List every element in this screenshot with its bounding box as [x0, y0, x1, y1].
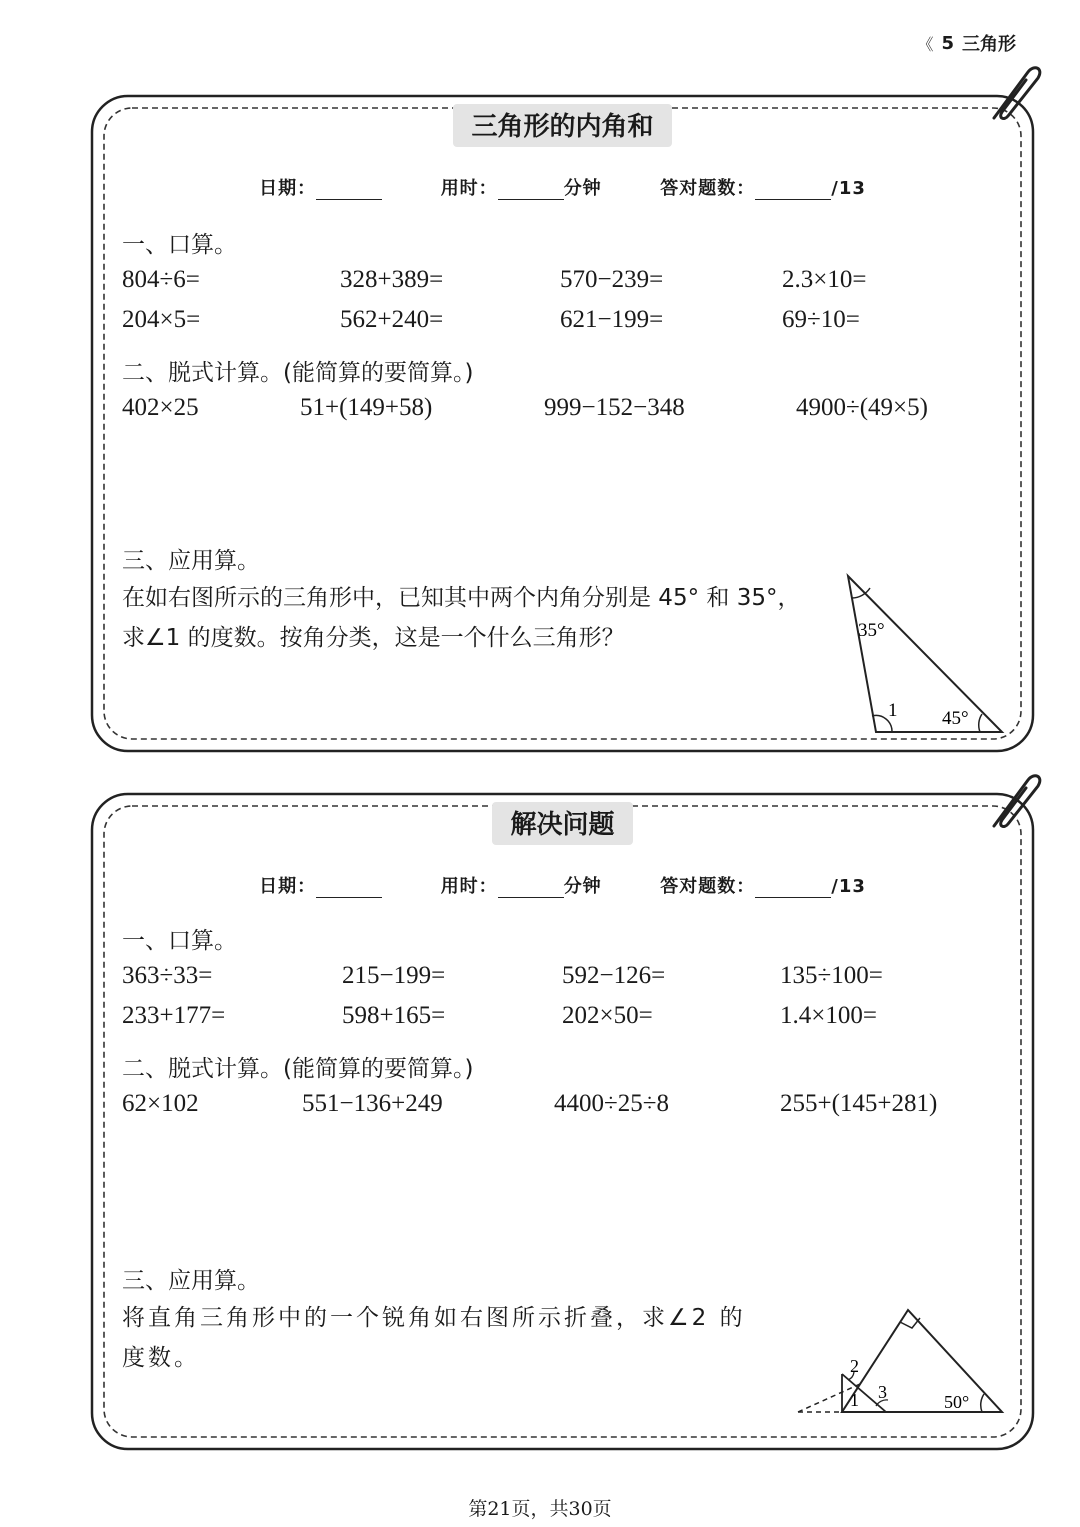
application-problem: [122, 578, 800, 658]
meta-row: [90, 174, 1035, 200]
triangle-figure: [842, 572, 1012, 742]
unit-number: 5: [941, 32, 954, 54]
oral-row: [90, 306, 1035, 342]
time-label: 用时：: [440, 876, 498, 897]
section-oral-title: 一、口算。: [122, 232, 237, 258]
angle-label: 3: [878, 1382, 887, 1402]
section-steps-title: 二、脱式计算。(能简算的要简算。): [122, 360, 474, 386]
date-label: 日期：: [259, 876, 317, 897]
oral-row: [90, 962, 1035, 998]
steps-row: [90, 394, 1035, 430]
card-title: 三角形的内角和: [90, 104, 1035, 147]
angle-label: 1: [888, 700, 898, 721]
time-blank[interactable]: [498, 876, 564, 898]
minutes-label: 分钟: [563, 178, 602, 199]
oral-problem: 592−126=: [562, 962, 666, 989]
angle-label: 50°: [944, 1392, 970, 1412]
step-problem: 51+(149+58): [300, 394, 433, 421]
step-problem: 4400÷25÷8: [554, 1090, 669, 1117]
oral-problem: 2.3×10=: [782, 266, 867, 293]
step-problem: 551−136+249: [302, 1090, 443, 1117]
oral-row: [90, 266, 1035, 302]
steps-row: [90, 1090, 1035, 1126]
oral-problem: 570−239=: [560, 266, 664, 293]
problem-line: 在如右图所示的三角形中，已知其中两个内角分别是 45° 和 35°，: [122, 585, 801, 611]
step-problem: 999−152−348: [544, 394, 685, 421]
oral-problem: 363÷33=: [122, 962, 213, 989]
time-label: 用时：: [440, 178, 498, 199]
minutes-label: 分钟: [563, 876, 602, 897]
date-blank[interactable]: [316, 178, 382, 200]
step-problem: 402×25: [122, 394, 199, 421]
oral-problem: 328+389=: [340, 266, 444, 293]
correct-blank[interactable]: [755, 876, 831, 898]
oral-problem: 233+177=: [122, 1002, 226, 1029]
date-label: 日期：: [259, 178, 317, 199]
total-label: /13: [831, 876, 866, 897]
folded-triangle-figure: [790, 1302, 1010, 1422]
oral-problem: 204×5=: [122, 306, 201, 333]
meta-row: [90, 872, 1035, 898]
oral-problem: 202×50=: [562, 1002, 653, 1029]
page-footer: 第21页，共30页: [468, 1498, 612, 1520]
angle-label: 35°: [858, 620, 885, 641]
unit-header: [917, 30, 1016, 56]
oral-row: [90, 1002, 1035, 1038]
worksheet-card-1: [90, 90, 1035, 755]
oral-problem: 621−199=: [560, 306, 664, 333]
correct-blank[interactable]: [755, 178, 831, 200]
total-label: /13: [831, 178, 866, 199]
problem-line: 将直角三角形中的一个锐角如右图所示折叠，求∠2 的: [122, 1305, 746, 1331]
correct-label: 答对题数：: [660, 178, 756, 199]
section-application-title: 三、应用算。: [122, 548, 260, 574]
step-problem: 255+(145+281): [780, 1090, 938, 1117]
oral-problem: 562+240=: [340, 306, 444, 333]
chevron-icon: 《: [917, 34, 934, 54]
oral-problem: 1.4×100=: [780, 1002, 877, 1029]
angle-label: 2: [850, 1356, 859, 1376]
angle-label: 45°: [942, 708, 969, 729]
step-problem: 4900÷(49×5): [796, 394, 928, 421]
problem-line: 度数。: [122, 1345, 200, 1371]
problem-line: 求∠1 的度数。按角分类，这是一个什么三角形？: [122, 625, 625, 651]
section-application-title: 三、应用算。: [122, 1268, 260, 1294]
section-steps-title: 二、脱式计算。(能简算的要简算。): [122, 1056, 474, 1082]
oral-problem: 598+165=: [342, 1002, 446, 1029]
section-oral-title: 一、口算。: [122, 928, 237, 954]
oral-problem: 135÷100=: [780, 962, 883, 989]
unit-title: 三角形: [962, 34, 1016, 55]
worksheet-card-2: [90, 788, 1035, 1453]
correct-label: 答对题数：: [660, 876, 756, 897]
oral-problem: 69÷10=: [782, 306, 860, 333]
date-blank[interactable]: [316, 876, 382, 898]
angle-label: 1: [850, 1390, 859, 1410]
time-blank[interactable]: [498, 178, 564, 200]
oral-problem: 804÷6=: [122, 266, 200, 293]
step-problem: 62×102: [122, 1090, 199, 1117]
oral-problem: 215−199=: [342, 962, 446, 989]
card-title: 解决问题: [90, 802, 1035, 845]
application-problem: [122, 1298, 746, 1378]
